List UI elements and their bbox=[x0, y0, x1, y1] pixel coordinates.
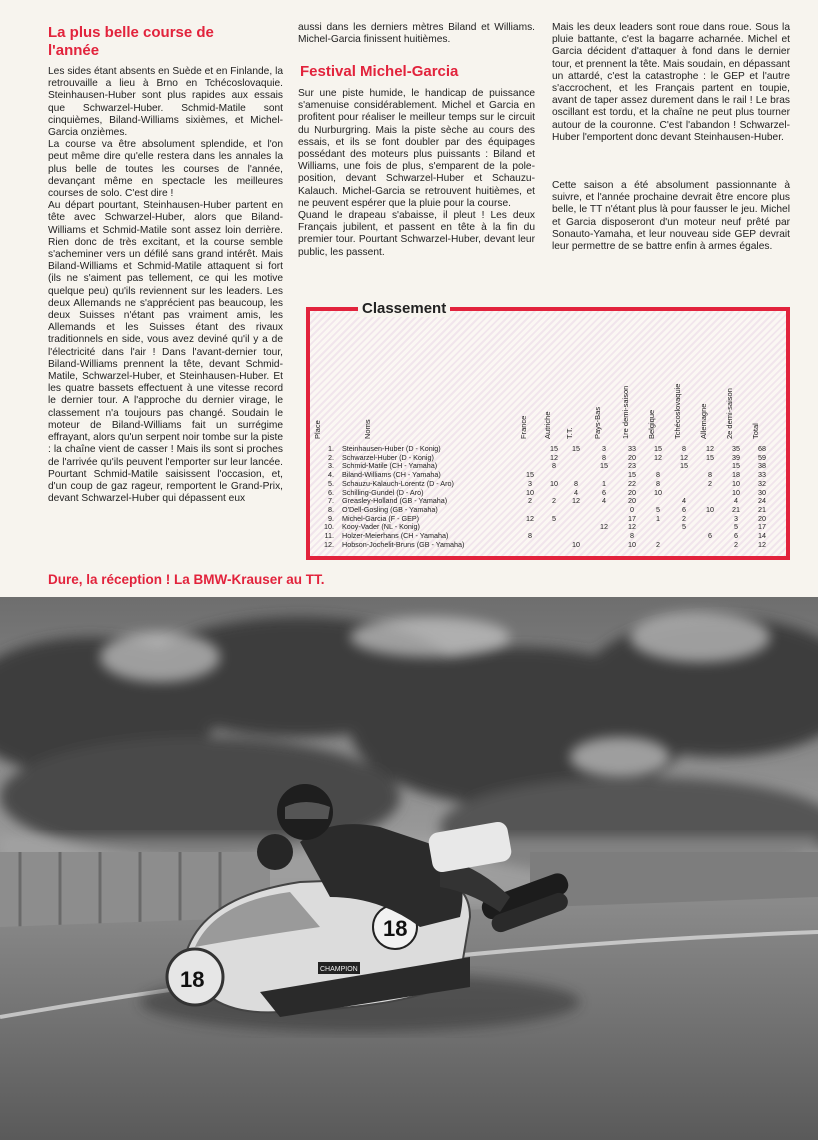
ranking-team-name: Hobson-Jochelit-Bruns (GB - Yamaha) bbox=[342, 539, 465, 549]
ranking-points-cell: 4 bbox=[602, 496, 606, 506]
ranking-place: 7. bbox=[328, 496, 334, 506]
ranking-points-cell: 12 bbox=[572, 496, 580, 506]
article-column-2 bbox=[298, 88, 535, 259]
ranking-points-cell: 22 bbox=[628, 478, 636, 488]
ranking-place: 10. bbox=[324, 522, 334, 532]
ranking-points-cell: 24 bbox=[758, 496, 766, 506]
ranking-points-cell: 12 bbox=[680, 452, 688, 462]
ranking-points-cell: 8 bbox=[682, 444, 686, 453]
ranking-team-name: Steinhausen-Huber (D - Konig) bbox=[342, 444, 441, 453]
ranking-points-cell: 32 bbox=[758, 478, 766, 488]
ranking-header-label: France bbox=[519, 415, 528, 439]
ranking-points-cell: 23 bbox=[628, 461, 636, 471]
ranking-points-cell: 6 bbox=[734, 531, 738, 540]
ranking-points-cell: 8 bbox=[552, 461, 556, 471]
ranking-points-cell: 12 bbox=[706, 444, 714, 453]
ranking-points-cell: 3 bbox=[602, 444, 606, 453]
ranking-points-cell: 12 bbox=[600, 522, 608, 532]
ranking-points-cell: 10 bbox=[654, 487, 662, 497]
ranking-points-cell: 10 bbox=[732, 487, 740, 497]
ranking-points-cell: 2 bbox=[708, 478, 712, 488]
sidecar-race-photo bbox=[0, 597, 818, 1140]
ranking-points-cell: 2 bbox=[528, 496, 532, 506]
ranking-place: 4. bbox=[328, 470, 334, 480]
ranking-points-cell: 2 bbox=[734, 539, 738, 549]
ranking-header-label: Autriche bbox=[543, 411, 552, 439]
ranking-place: 3. bbox=[328, 461, 334, 471]
ranking-points-cell: 1 bbox=[602, 478, 606, 488]
sidecar-front-number: 18 bbox=[180, 967, 205, 992]
ranking-points-cell: 4 bbox=[682, 496, 686, 506]
ranking-points-cell: 4 bbox=[574, 487, 578, 497]
ranking-points-cell: 30 bbox=[758, 487, 766, 497]
ranking-points-cell: 6 bbox=[682, 504, 686, 514]
ranking-points-cell: 5 bbox=[656, 504, 660, 514]
ranking-place: 2. bbox=[328, 452, 334, 462]
ranking-points-cell: 59 bbox=[758, 452, 766, 462]
ranking-points-cell: 20 bbox=[628, 452, 636, 462]
ranking-points-cell: 33 bbox=[758, 470, 766, 480]
ranking-team-name: Holzer-Meierhans (CH - Yamaha) bbox=[342, 531, 449, 540]
ranking-points-cell: 10 bbox=[526, 487, 534, 497]
photo-illustration bbox=[0, 597, 818, 1140]
ranking-points-cell: 18 bbox=[732, 470, 740, 480]
ranking-points-cell: 5 bbox=[552, 513, 556, 523]
ranking-points-cell: 2 bbox=[656, 539, 660, 549]
ranking-points-cell: 10 bbox=[572, 539, 580, 549]
ranking-points-cell: 15 bbox=[732, 461, 740, 471]
ranking-team-name: Kooy-Vader (NL - Konig) bbox=[342, 522, 420, 532]
ranking-place: 6. bbox=[328, 487, 334, 497]
ranking-points-cell: 20 bbox=[628, 487, 636, 497]
ranking-points-cell: 21 bbox=[758, 504, 766, 514]
ranking-place: 12. bbox=[324, 539, 334, 549]
ranking-header-label: Tchécoslovaquie bbox=[673, 383, 682, 439]
article-column-2-top bbox=[298, 22, 535, 46]
ranking-points-cell: 20 bbox=[758, 513, 766, 523]
ranking-points-cell: 12 bbox=[550, 452, 558, 462]
column-2-text: Sur une piste humide, le handicap de puissance s'amenuise considérablement. Michel et Garcia en profitent pour réaliser le meilleur temps sur le circuit du Nurburgring. Mais la piste sèche au cours des essais, et ils se font doubler par des équipages possédant des moteurs plus puissants : Biland et Williams, une fois de plus, s'emparent de la pole-position, devant Schwarzel-Huber et Schauzu-Kalauch. Michel-Garcia se retrouvent huitièmes, et ne peuvent espérer que la pluie pour la course. Quand le drapeau s'abaisse, il pleut ! Les deux Français jubilent, et passent en tête à la fin du premier tour. Pourtant Schwarzel-Huber, devant leur public, les passent. bbox=[298, 88, 535, 258]
ranking-points-cell: 21 bbox=[732, 504, 740, 514]
article-column-3-conclusion bbox=[552, 180, 790, 253]
ranking-points-cell: 35 bbox=[732, 444, 740, 453]
ranking-points-cell: 12 bbox=[654, 452, 662, 462]
ranking-points-cell: 8 bbox=[528, 531, 532, 540]
ranking-points-cell: 15 bbox=[526, 470, 534, 480]
ranking-team-name: Schwarzel-Huber (D - Konig) bbox=[342, 452, 434, 462]
ranking-team-name: Greasley-Holland (GB - Yamaha) bbox=[342, 496, 448, 506]
ranking-place: 5. bbox=[328, 478, 334, 488]
sidecar-number-label: 18 bbox=[383, 916, 408, 941]
ranking-points-cell: 2 bbox=[552, 496, 556, 506]
ranking-points-cell: 10 bbox=[628, 539, 636, 549]
ranking-team-name: Biland-Williams (CH - Yamaha) bbox=[342, 470, 441, 480]
column-1-text: Les sides étant absents en Suède et en Finlande, la retrouvaille a lieu à Brno en Tchécoslovaquie. Steinhausen-Huber sont plus rapides aux essais que Schwarzel-Huber. Schmid-Matile sont cinquièmes, Biland-Williams sixièmes, et Michel-Garcia onzièmes. La course va être absolument splendide, et l'on peut même dire qu'elle restera dans les annales la plus belle de toutes les courses de l'année, devançant même en spectacle les meilleures courses de solo. C'est dire ! Au départ pourtant, Steinhausen-Huber partent en tête avec Schwarzel-Huber, alors que Biland-Williams et Schmid-Matile sont assez loin derrière. Rien donc de très excitant, et la course semble s'acheminer vers un défilé sans grand intérêt. Mais Biland-Williams et Schmid-Matile attaquent si fort (ils ne s'aiment pas tellement, ce qui les motive quelque peu) qu'ils reviennent sur les leaders. Les deux Allemands ne s'apprécient pas beaucoup, les deux Suisses n'étant pas vraiment amis, les Allemands et les Suisses étant des rivaux traditionnels en side, vous avez deviné qu'il y a de l'électricité dans l'air ! Dans l'avant-dernier tour, Biland-Williams prennent la tête, devant Schmid-Matile, Schwarzel-Huber, et Steinhausen-Huber. Et les quatre bassets effectuent à une vitesse record le dernier tour. A l'approche du dernier virage, le classement n'a toujours pas changé. Soudain le moteur de Biland-Williams fait un surrégime effrayant, alors qu'un serpent noir tombe sur la piste : la chaîne vient de casser ! Mais ils sont si proches de l'arrivée qu'ils peuvent l'emporter sur leur lancée. Pourtant Schmid-Matile saisissent l'occasion, et, d'un coup de gaz rageur, remportent le Grand-Prix, devant Schwarzel-Huber qui dépassent eux bbox=[48, 66, 283, 505]
ranking-row bbox=[310, 541, 786, 550]
ranking-header-label: Total bbox=[751, 423, 760, 439]
ranking-points-cell: 6 bbox=[708, 531, 712, 540]
ranking-team-name: Michel-Garcia (F - GEP) bbox=[342, 513, 420, 523]
ranking-points-cell: 8 bbox=[656, 478, 660, 488]
ranking-team-name: O'Dell-Gosling (GB - Yamaha) bbox=[342, 504, 438, 514]
ranking-points-cell: 15 bbox=[706, 452, 714, 462]
ranking-place: 11. bbox=[324, 531, 334, 540]
ranking-header-label: Allemagne bbox=[699, 403, 708, 439]
ranking-header-label: Noms bbox=[363, 419, 372, 439]
ranking-points-cell: 8 bbox=[630, 531, 634, 540]
heading-plus-belle-course: La plus belle course de l'année bbox=[48, 24, 214, 59]
ranking-points-cell: 12 bbox=[526, 513, 534, 523]
ranking-points-cell: 38 bbox=[758, 461, 766, 471]
ranking-points-cell: 12 bbox=[628, 522, 636, 532]
ranking-points-cell: 10 bbox=[550, 478, 558, 488]
ranking-points-cell: 5 bbox=[682, 522, 686, 532]
ranking-header-label: 1re demi-saison bbox=[621, 385, 630, 439]
ranking-team-name: Schilling-Gundel (D - Aro) bbox=[342, 487, 424, 497]
ranking-points-cell: 10 bbox=[706, 504, 714, 514]
ranking-team-name: Schmid-Matile (CH - Yamaha) bbox=[342, 461, 438, 471]
ranking-points-cell: 20 bbox=[628, 496, 636, 506]
ranking-points-cell: 10 bbox=[732, 478, 740, 488]
ranking-points-cell: 15 bbox=[654, 444, 662, 453]
ranking-team-name: Schauzu-Kalauch-Lorentz (D - Aro) bbox=[342, 478, 454, 488]
ranking-points-cell: 4 bbox=[734, 496, 738, 506]
ranking-table bbox=[306, 300, 790, 560]
ranking-points-cell: 3 bbox=[734, 513, 738, 523]
column-3-text: Mais les deux leaders sont roue dans roue. Sous la pluie battante, c'est la bagarre acharnée. Michel et Garcia décident d'attaquer à fond dans le dernier tour, et prennent la tête. Mais soudain, en dépassant un attardé, c'est la catastrophe : le GEP et l'autre s'accrochent, et les Français partent en toupie, avant de taper assez durement dans le rail ! Le bras oscillant est tordu, et la chaîne ne peut plus tourner autour de la couronne. C'est l'abandon ! Schwarzel-Huber l'emportent donc devant Steinhausen-Huber. bbox=[552, 22, 790, 143]
ranking-points-cell: 68 bbox=[758, 444, 766, 453]
column-2-top-text: aussi dans les derniers mètres Biland et Williams. Michel-Garcia finissent huitièmes. bbox=[298, 22, 535, 46]
heading-festival: Festival Michel-Garcia bbox=[300, 63, 459, 80]
ranking-points-cell: 3 bbox=[528, 478, 532, 488]
ranking-header-label: T.T. bbox=[565, 427, 574, 439]
ranking-points-cell: 14 bbox=[758, 531, 766, 540]
ranking-points-cell: 8 bbox=[708, 470, 712, 480]
ranking-points-cell: 8 bbox=[656, 470, 660, 480]
ranking-title: Classement bbox=[358, 300, 450, 317]
ranking-header-label: Place bbox=[313, 420, 322, 439]
ranking-points-cell: 6 bbox=[602, 487, 606, 497]
ranking-points-cell: 15 bbox=[572, 444, 580, 453]
ranking-points-cell: 33 bbox=[628, 444, 636, 453]
ranking-points-cell: 15 bbox=[600, 461, 608, 471]
ranking-points-cell: 5 bbox=[734, 522, 738, 532]
ranking-points-cell: 17 bbox=[628, 513, 636, 523]
ranking-place: 9. bbox=[328, 513, 334, 523]
ranking-points-cell: 1 bbox=[656, 513, 660, 523]
article-column-3 bbox=[552, 22, 790, 144]
photo-caption: Dure, la réception ! La BMW-Krauser au TT. bbox=[48, 572, 325, 587]
ranking-points-cell: 15 bbox=[628, 470, 636, 480]
ranking-points-cell: 0 bbox=[630, 504, 634, 514]
ranking-points-cell: 39 bbox=[732, 452, 740, 462]
column-3-conclusion-text: Cette saison a été absolument passionnante à suivre, et l'année prochaine devrait être encore plus belle, le TT n'étant plus là pour fausser le jeu. Michel et Garcia disposeront d'un moteur neuf prêté par Sonauto-Yamaha, et leur nouveau side GEP devrait leur permettre de se battre enfin à armes égales. bbox=[552, 180, 790, 253]
ranking-header-label: Belgique bbox=[647, 409, 656, 439]
ranking-points-cell: 2 bbox=[682, 513, 686, 523]
ranking-header-label: 2e demi-saison bbox=[725, 388, 734, 439]
ranking-place: 1. bbox=[328, 444, 334, 453]
ranking-points-cell: 15 bbox=[550, 444, 558, 453]
ranking-place: 8. bbox=[328, 504, 334, 514]
sponsor-label: CHAMPION bbox=[320, 966, 358, 973]
ranking-header-label: Pays-Bas bbox=[593, 406, 602, 439]
ranking-points-cell: 15 bbox=[680, 461, 688, 471]
ranking-points-cell: 12 bbox=[758, 539, 766, 549]
ranking-points-cell: 8 bbox=[574, 478, 578, 488]
article-column-1 bbox=[48, 66, 283, 505]
ranking-points-cell: 8 bbox=[602, 452, 606, 462]
ranking-points-cell: 17 bbox=[758, 522, 766, 532]
